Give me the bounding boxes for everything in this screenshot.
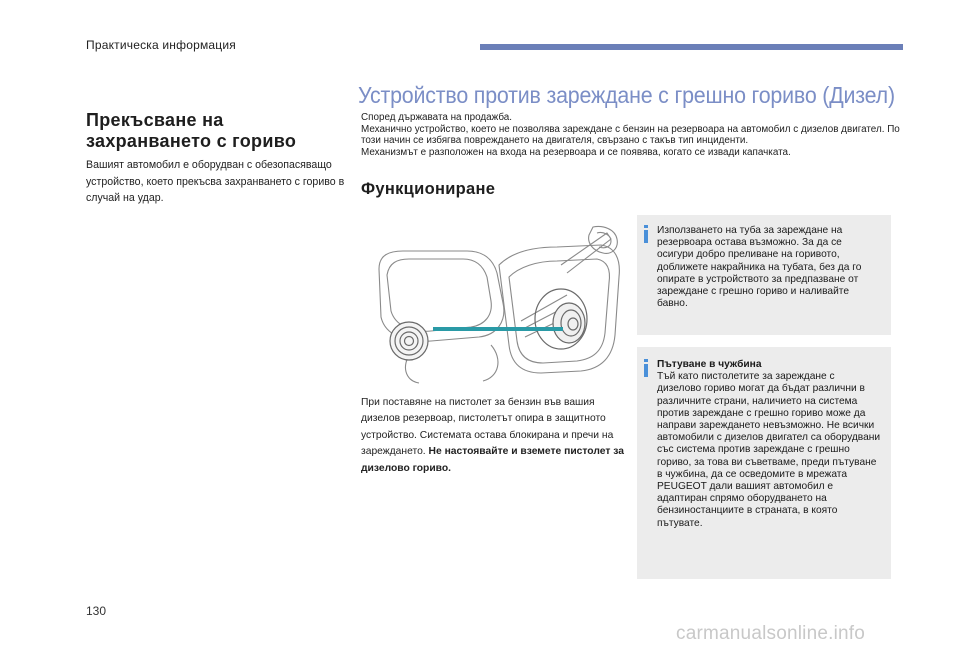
page-number: 130 [86,604,107,618]
intro-line3: Механизмът е разположен на входа на резервоара и се появява, когато се извади капачката. [361,146,791,158]
note-box-2 [637,347,891,579]
header-bar [480,44,903,50]
intro-line2: Механично устройство, което не позволява зареждане с бензин на резервоара на автомобил с дизелов двигател. По този начин се избягва повреждането на двигателя, свързано с такъв тип инциденти. [361,123,900,147]
body-text-main: При поставяне на пистолет за бензин във вашия дизелов резервоар, пистолетът опира в защитното устройство. Системата остава блокирана и пречи на зареждането. [361,397,614,458]
left-body: Вашият автомобил е оборудван с обезопасяващо устройство, което прекъсва захранването с гориво в случай на удар. [86,159,345,204]
note-1-text: Използването на туба за зареждане на резервоара остава възможно. За да се осигури добро преливане на горивото, доближете накрайника на тубата, без да го опирате в устройството за предпазване от зареждане с грешно гориво и наливайте бавно. [657,225,862,310]
body-text [361,395,626,477]
left-heading-line2: захранването с гориво [86,131,297,151]
fuel-inlet-drawing [371,225,623,385]
section-heading: Функциониране [361,180,496,198]
header-section-title: Практическа информация [86,38,236,52]
body-text-bold: Не настоявайте и вземете пистолет за дизелово гориво. [361,446,624,474]
left-heading-line1: Прекъсване на [86,110,224,130]
watermark: carmanualsonline.info [676,623,866,644]
intro-line1: Според държавата на продажба. [361,112,513,123]
note-box-1 [637,215,891,335]
left-heading [86,110,346,152]
fuel-inlet-illustration [371,225,623,385]
main-title: Устройство против зареждане с грешно гориво (Дизел) [358,82,895,108]
note-2-title: Пътуване в чужбина [657,359,762,370]
intro [361,112,901,158]
note-2-body: Тъй като пистолетите за зареждане с дизелово гориво могат да бъдат различни в различните страни, наличието на система против зареждане с грешно гориво може да направи зареждането невъзможно. Не всички автомобили с дизелов двигател са оборудвани със система против зареждане с грешно гориво, за това ви съветваме, преди пътуване в чужбина, да се осведомите в мрежата PEUGEOT дали вашият автомобил е адаптиран спрямо оборудването на бензиностанциите в страната, в която пътувате. [657,371,881,529]
